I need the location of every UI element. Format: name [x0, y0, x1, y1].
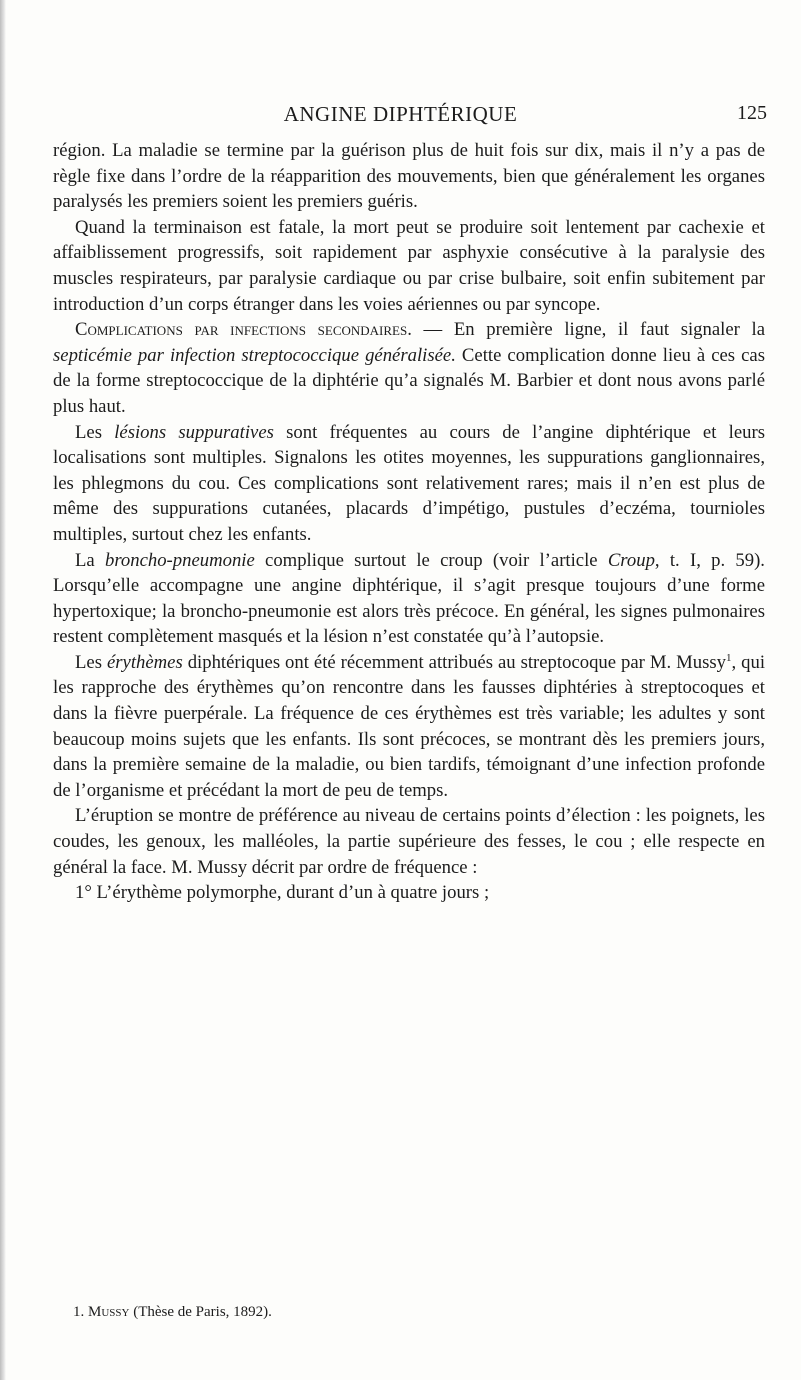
text-run: complique surtout le croup (voir l’article — [254, 549, 608, 571]
text-run: Les — [75, 651, 107, 673]
footnote — [73, 1302, 753, 1322]
text-run: , t. I, p. 59). Lorsqu’elle accompagne une angine diphtérique, il s’agit presque toujours d’une forme hypertoxique; la broncho-pneumonie est alors très précoce. En général, les signes pulmonaires restent complètement masqués et la lésion n’est constatée qu’à l’autopsie. — [53, 549, 765, 648]
emphasis: érythèmes — [106, 651, 183, 673]
footnote-text: (Thèse de Paris, 1892). — [129, 1304, 272, 1320]
emphasis: Croup — [607, 549, 655, 571]
page-gutter-shadow — [0, 0, 6, 1380]
emphasis: lésions suppuratives — [114, 421, 274, 443]
paragraph-lesions — [53, 420, 765, 548]
paragraph-list-item-1: 1° L’érythème polymorphe, durant d’un à quatre jours ; — [75, 882, 490, 904]
running-title: ANGINE DIPHTÉRIQUE — [283, 102, 518, 126]
body-text — [53, 138, 765, 906]
paragraph-broncho — [53, 548, 765, 650]
paragraph-complications — [53, 317, 765, 419]
footnote-author: Mussy — [88, 1304, 130, 1320]
text-run: — En première ligne, il faut signaler la — [411, 319, 765, 341]
page-header — [0, 102, 801, 132]
text-run: Les — [75, 421, 115, 443]
footnote-ref: 1 — [725, 651, 732, 664]
emphasis: septicémie par infection streptococcique généralisée. — [53, 344, 456, 366]
emphasis: broncho-pneumonie — [104, 549, 255, 571]
paragraph-eruption: L’éruption se montre de préférence au niveau de certains points d’élection : les poignets, les coudes, les genoux, les malléoles, la partie supérieure des fesses, le cou ; elle respecte en général la face. M. Mussy décrit par ordre de fréquence : — [53, 805, 765, 878]
footnote-marker: 1. — [73, 1304, 88, 1320]
text-run: sont fréquentes au cours de l’angine diphtérique et leurs localisations sont multiples. Signalons les otites moyennes, les suppurations ganglionnaires, les phlegmons du cou. Ces complications sont relativement rares; mais il n’en est plus de même des suppurations cutanées, placards d’impétigo, pustules d’eczéma, tournioles multiples, surtout chez les enfants. — [53, 421, 765, 545]
text-run: Cette complication donne lieu à ces cas de la forme streptococcique de la diphtérie qu’a signalés M. Barbier et dont nous avons parlé plus haut. — [53, 344, 765, 417]
text-run: La — [75, 549, 105, 571]
section-heading: Complications par infections secondaires. — [75, 319, 412, 341]
text-run: , qui les rapproche des érythèmes qu’on rencontre dans les fausses diphtéries à streptocoques et dans la fièvre puerpérale. La fréquence de ces érythèmes est très variable; les adultes y sont beaucoup moins sujets que les enfants. Ils sont précoces, se montrant dès les premiers jours, dans la première semaine de la maladie, ou bien tardifs, témoignant d’une infection profonde de l’organisme et précédant la mort de peu de temps. — [53, 651, 766, 801]
page-number: 125 — [737, 102, 767, 124]
text-run: diphtériques ont été récemment attribués au streptocoque par M. Mussy — [182, 651, 726, 673]
paragraph-2: Quand la terminaison est fatale, la mort peut se produire soit lentement par cachexie et affaiblissement progressifs, soit rapidement par asphyxie consécutive à la paralysie des muscles respirateurs, par paralysie cardiaque ou par crise bulbaire, soit enfin subitement par introduction d’un corps étranger dans les voies aériennes ou par syncope. — [53, 216, 765, 315]
paragraph-erythemes — [53, 650, 765, 804]
paragraph-1: région. La maladie se termine par la guérison plus de huit fois sur dix, mais il n’y a pas de règle fixe dans l’ordre de la réapparition des mouvements, bien que généralement les organes paralysés les premiers soient les premiers guéris. — [53, 140, 765, 213]
